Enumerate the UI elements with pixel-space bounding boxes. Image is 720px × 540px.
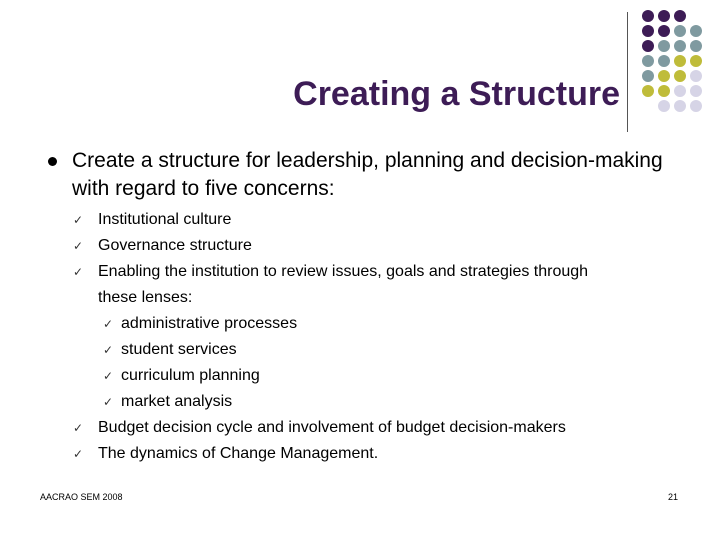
list-item-text: curriculum planning (121, 367, 260, 384)
checkmark-bullet-icon: ✓ (73, 421, 84, 435)
decorative-dot (690, 25, 702, 37)
decorative-dot (658, 40, 670, 52)
decorative-dot (658, 10, 670, 22)
decorative-dot (642, 25, 654, 37)
decorative-dot (658, 55, 670, 67)
list-item-text: Institutional culture (98, 211, 232, 228)
decorative-dot (690, 100, 702, 112)
checkmark-bullet-icon: ✓ (73, 447, 84, 461)
decorative-dot (674, 70, 686, 82)
list-item-text: market analysis (121, 393, 233, 410)
list-item-text: Governance structure (98, 237, 252, 254)
decorative-dot (674, 55, 686, 67)
decorative-dot (690, 40, 702, 52)
checkmark-bullet-icon: ✓ (73, 265, 84, 279)
decorative-dot (658, 85, 670, 97)
decorative-dot (690, 55, 702, 67)
footer-page-number: 21 (667, 492, 678, 502)
decorative-dot (642, 10, 654, 22)
list-item-text: Budget decision cycle and involvement of budget decision-makers (98, 419, 566, 436)
footer-conference: AACRAO SEM 2008 (40, 492, 123, 502)
checkmark-bullet-icon: ✓ (103, 317, 114, 331)
slide-title: Creating a Structure (293, 75, 620, 113)
decorative-dot (674, 25, 686, 37)
bullet-icon (48, 157, 57, 166)
checkmark-bullet-icon: ✓ (103, 369, 114, 383)
decorative-dot (658, 70, 670, 82)
decorative-dot (674, 40, 686, 52)
decorative-dot (690, 70, 702, 82)
list-item-text: student services (121, 341, 237, 358)
decorative-dot (658, 100, 670, 112)
decorative-dot (674, 85, 686, 97)
decorative-dot (674, 100, 686, 112)
checkmark-bullet-icon: ✓ (103, 395, 114, 409)
decorative-dot (642, 85, 654, 97)
list-item-text: The dynamics of Change Management. (98, 445, 379, 462)
decorative-dot (642, 55, 654, 67)
decorative-dot (658, 25, 670, 37)
decorative-dot-grid (0, 0, 720, 140)
list-item-text: administrative processes (121, 315, 298, 332)
checkmark-bullet-icon: ✓ (103, 343, 114, 357)
decorative-dot (642, 70, 654, 82)
main-point-text: Create a structure for leadership, planning and decision-making with regard to five concerns: (72, 149, 663, 200)
list-item-text: these lenses: (98, 289, 193, 306)
title-divider-line (627, 12, 628, 132)
checkmark-bullet-icon: ✓ (73, 239, 84, 253)
decorative-dot (642, 40, 654, 52)
decorative-dot (674, 10, 686, 22)
decorative-dot (690, 85, 702, 97)
list-item-text: Enabling the institution to review issues, goals and strategies through (98, 263, 589, 280)
checkmark-bullet-icon: ✓ (73, 213, 84, 227)
